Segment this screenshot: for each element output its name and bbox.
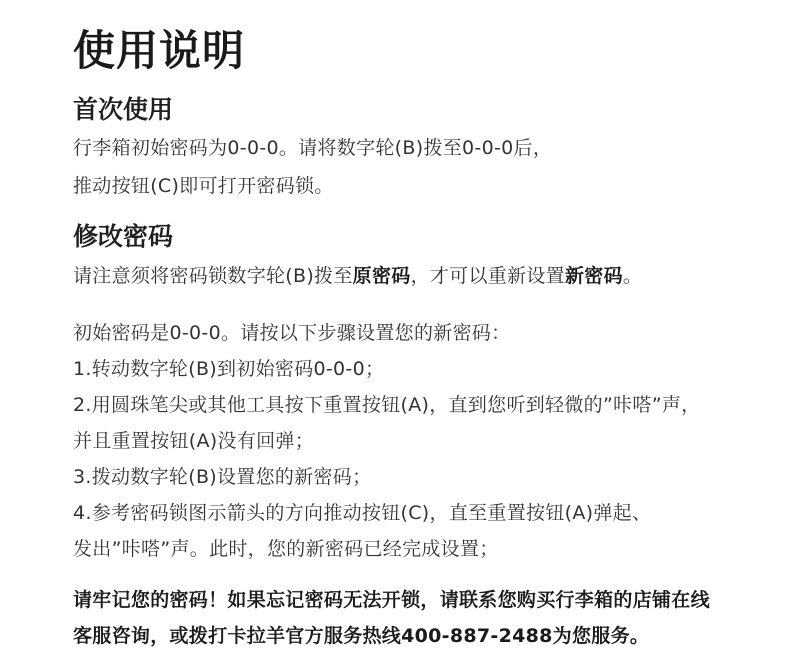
warning-line-1: 请牢记您的密码！如果忘记密码无法开锁，请联系您购买行李箱的店铺在线: [73, 589, 710, 611]
step-line: 2.用圆珠笔尖或其他工具按下重置按钮(A)，直到您听到轻微的”咔嗒”声，: [73, 394, 701, 416]
change-password-heading: 修改密码: [73, 222, 174, 251]
change-password-intro: [73, 261, 642, 288]
step-line: 并且重置按钮(A)没有回弹；: [73, 430, 315, 452]
step-line: 初始密码是0-0-0。请按以下步骤设置您的新密码：: [73, 322, 511, 344]
new-password-emphasis: 新密码: [564, 265, 623, 287]
intro-text-2: ，才可以重新设置: [410, 265, 565, 287]
old-password-emphasis: 原密码: [352, 265, 411, 287]
first-use-line-2: 推动按钮(C)即可打开密码锁。: [73, 175, 334, 197]
intro-text-1: 请注意须将密码锁数字轮(B)拨至: [73, 265, 353, 287]
first-use-heading: 首次使用: [73, 95, 174, 124]
step-line: 发出”咔嗒”声。此时，您的新密码已经完成设置；: [73, 538, 499, 560]
intro-text-3: 。: [622, 265, 643, 287]
warning-line-2: 客服咨询，或拨打卡拉羊官方服务热线400-887-2488为您服务。: [73, 625, 650, 647]
step-line: 1.转动数字轮(B)到初始密码0-0-0；: [73, 358, 385, 380]
step-line: 3.拨动数字轮(B)设置您的新密码；: [73, 466, 372, 488]
page-title: 使用说明: [73, 26, 246, 75]
step-line: 4.参考密码锁图示箭头的方向推动按钮(C)，直至重置按钮(A)弹起、: [73, 502, 652, 524]
first-use-line-1: 行李箱初始密码为0-0-0。请将数字轮(B)拨至0-0-0后，: [73, 137, 553, 159]
